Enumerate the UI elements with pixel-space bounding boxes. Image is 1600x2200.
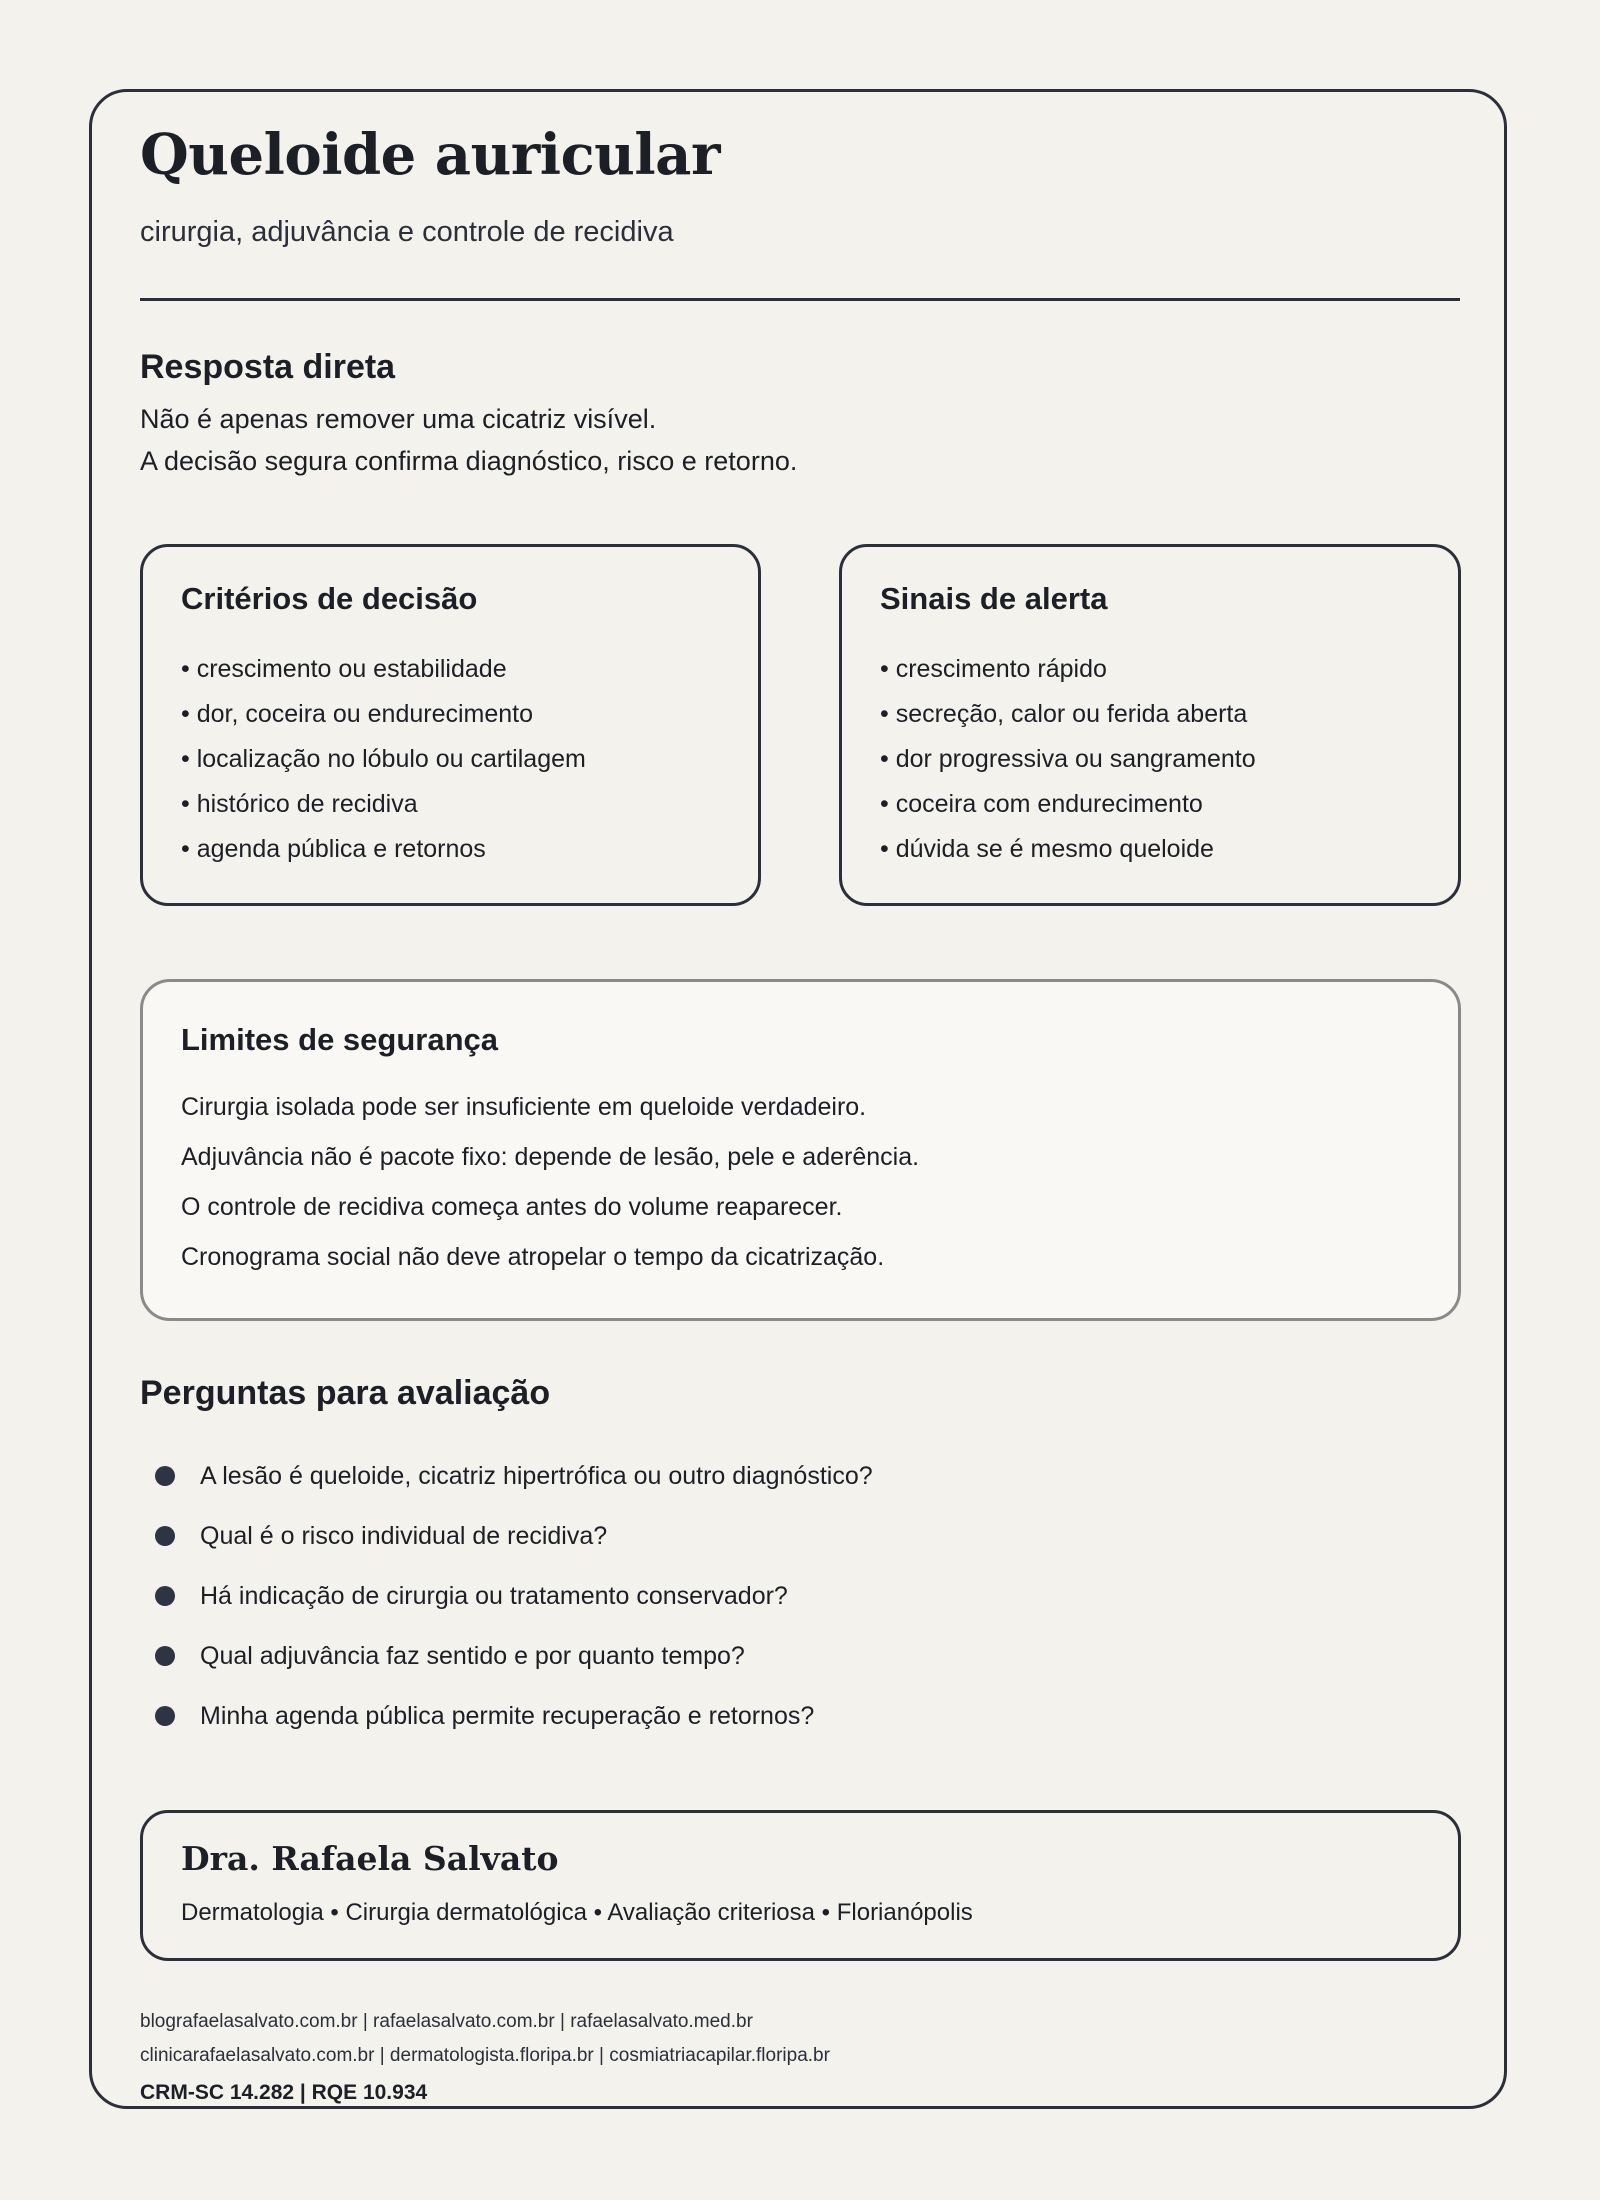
question-item <box>140 1506 873 1566</box>
question-item <box>140 1686 873 1746</box>
criteria-item: • agenda pública e retornos <box>181 835 486 863</box>
alert-item: • dor progressiva ou sangramento <box>880 745 1256 773</box>
question-text: A lesão é queloide, cicatriz hipertrófica ou outro diagnóstico? <box>200 1462 873 1490</box>
alert-item: • dúvida se é mesmo queloide <box>880 835 1214 863</box>
footer-sites-line-1: blografaelasalvato.com.br | rafaelasalvato.com.br | rafaelasalvato.med.br <box>140 2011 753 2032</box>
direct-answer-heading: Resposta direta <box>140 348 396 386</box>
limits-box <box>140 979 1461 1321</box>
header-divider <box>140 298 1460 301</box>
alert-item: • coceira com endurecimento <box>880 790 1203 818</box>
bullet-dot-icon <box>155 1466 175 1486</box>
limit-item: Cronograma social não deve atropelar o tempo da cicatrização. <box>181 1243 885 1271</box>
limits-title: Limites de segurança <box>181 1022 499 1057</box>
alerts-title: Sinais de alerta <box>880 581 1108 616</box>
direct-answer-line-2: A decisão segura confirma diagnóstico, risco e retorno. <box>140 446 798 476</box>
question-item <box>140 1626 873 1686</box>
criteria-box <box>140 544 761 906</box>
signature-box <box>140 1810 1461 1961</box>
limits-list <box>181 1082 919 1282</box>
page-subtitle: cirurgia, adjuvância e controle de recidiva <box>140 216 674 248</box>
page-title: Queloide auricular <box>140 122 720 188</box>
direct-answer-line-1: Não é apenas remover uma cicatriz visível. <box>140 404 657 434</box>
criteria-item: • localização no lóbulo ou cartilagem <box>181 745 586 773</box>
questions-heading: Perguntas para avaliação <box>140 1374 551 1412</box>
criteria-title: Critérios de decisão <box>181 581 478 616</box>
question-text: Qual é o risco individual de recidiva? <box>200 1522 608 1550</box>
alerts-box <box>839 544 1461 906</box>
doctor-name: Dra. Rafaela Salvato <box>181 1839 559 1878</box>
bullet-dot-icon <box>155 1706 175 1726</box>
limit-item: Cirurgia isolada pode ser insuficiente em queloide verdadeiro. <box>181 1093 867 1121</box>
questions-list <box>140 1446 873 1746</box>
bullet-dot-icon <box>155 1526 175 1546</box>
criteria-item: • dor, coceira ou endurecimento <box>181 700 534 728</box>
limit-item: O controle de recidiva começa antes do volume reaparecer. <box>181 1193 843 1221</box>
bullet-dot-icon <box>155 1586 175 1606</box>
question-item <box>140 1446 873 1506</box>
criteria-item: • crescimento ou estabilidade <box>181 655 507 683</box>
footer-registration: CRM-SC 14.282 | RQE 10.934 <box>140 2081 428 2104</box>
question-text: Há indicação de cirurgia ou tratamento conservador? <box>200 1582 788 1610</box>
question-text: Qual adjuvância faz sentido e por quanto tempo? <box>200 1642 745 1670</box>
limit-item: Adjuvância não é pacote fixo: depende de lesão, pele e aderência. <box>181 1143 920 1171</box>
criteria-item: • histórico de recidiva <box>181 790 418 818</box>
doctor-specialties: Dermatologia • Cirurgia dermatológica • Avaliação criteriosa • Florianópolis <box>181 1899 973 1926</box>
question-item <box>140 1566 873 1626</box>
alerts-list <box>880 647 1256 872</box>
alert-item: • crescimento rápido <box>880 655 1107 683</box>
criteria-list <box>181 647 586 872</box>
alert-item: • secreção, calor ou ferida aberta <box>880 700 1248 728</box>
question-text: Minha agenda pública permite recuperação e retornos? <box>200 1702 815 1730</box>
footer-sites-line-2: clinicarafaelasalvato.com.br | dermatologista.floripa.br | cosmiatriacapilar.floripa.br <box>140 2045 830 2066</box>
bullet-dot-icon <box>155 1646 175 1666</box>
